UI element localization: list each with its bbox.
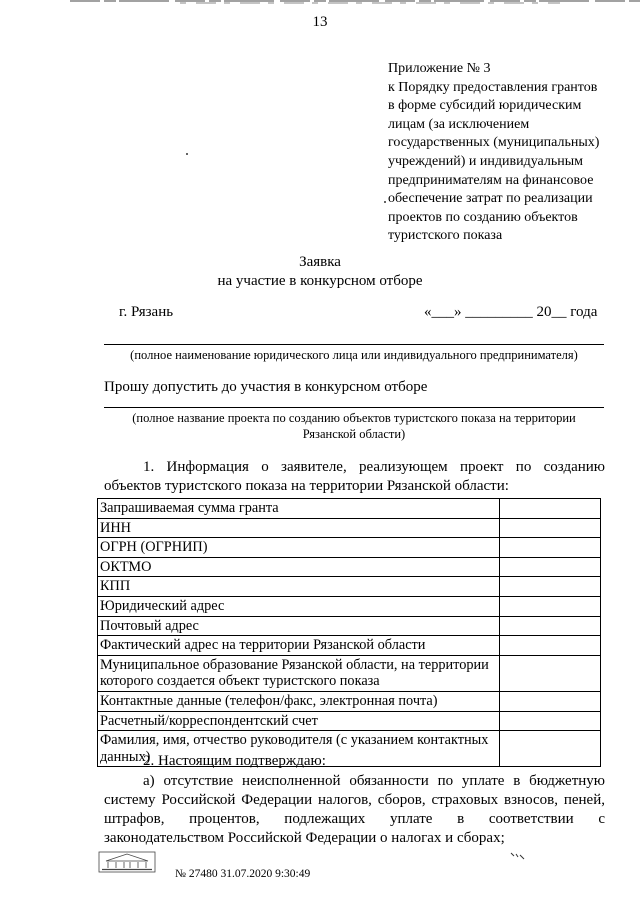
row-value-cell[interactable] <box>500 636 601 656</box>
row-value-cell[interactable] <box>500 596 601 616</box>
appendix-title: Приложение № 3 <box>388 61 491 76</box>
row-label: Почтовый адрес <box>98 616 500 636</box>
project-caption <box>104 410 604 442</box>
row-label: Юридический адрес <box>98 596 500 616</box>
scan-speck <box>186 153 188 155</box>
applicant-info-table-body <box>98 499 601 767</box>
city-label: г. Рязань <box>119 304 174 320</box>
row-label: Муниципальное образование Рязанской области, на территории которого создается объект туристского показа <box>98 655 500 691</box>
appendix-line: государственных (муниципальных) <box>388 135 600 151</box>
table-row <box>98 518 601 538</box>
appendix-block <box>388 60 628 246</box>
row-value-cell[interactable] <box>500 616 601 636</box>
page-number: 13 <box>312 14 328 30</box>
section1-line1: 1. Информация о заявителе, реализующем проект по созданию <box>143 459 605 475</box>
row-label: ОКТМО <box>98 557 500 577</box>
row-label: Контактные данные (телефон/факс, электронная почта) <box>98 691 500 711</box>
scan-mark <box>510 851 526 861</box>
section2-item-a-line: штрафов, процентов, подлежащих уплате в соответствии с <box>104 811 605 827</box>
scan-edge-artifact <box>0 0 640 6</box>
table-row <box>98 596 601 616</box>
table-row <box>98 691 601 711</box>
applicant-caption: (полное наименование юридического лица или индивидуального предпринимателя) <box>130 348 578 362</box>
row-label: Фактический адрес на территории Рязанской области <box>98 636 500 656</box>
project-caption-line: Рязанской области) <box>302 427 406 441</box>
project-name-line <box>104 407 604 408</box>
appendix-line: в форме субсидий юридическим <box>388 98 582 114</box>
applicant-name-line <box>104 344 604 345</box>
application-title: Заявка <box>299 254 341 270</box>
row-value-cell[interactable] <box>500 518 601 538</box>
table-row <box>98 577 601 597</box>
registration-footer: № 27480 31.07.2020 9:30:49 <box>175 868 311 880</box>
row-value-cell[interactable] <box>500 731 601 767</box>
table-row <box>98 636 601 656</box>
table-row <box>98 557 601 577</box>
table-row <box>98 538 601 558</box>
table-row <box>98 711 601 731</box>
table-row <box>98 655 601 691</box>
row-value-cell[interactable] <box>500 557 601 577</box>
applicant-info-table <box>97 498 601 767</box>
appendix-line: лицам (за исключением <box>388 116 530 132</box>
scan-speck <box>384 201 386 203</box>
row-value-cell[interactable] <box>500 691 601 711</box>
row-value-cell[interactable] <box>500 577 601 597</box>
table-row <box>98 616 601 636</box>
date-field: «___» _________ 20__ года <box>424 304 598 320</box>
row-value-cell[interactable] <box>500 499 601 519</box>
appendix-line: предпринимателям на финансовое <box>388 172 594 188</box>
row-label: Расчетный/корреспондентский счет <box>98 711 500 731</box>
appendix-line: проектов по созданию объектов <box>388 209 578 225</box>
section1-line2: объектов туристского показа на территории Рязанской области: <box>104 478 509 494</box>
section2-item-a-line: систему Российской Федерации налогов, сборов, страховых взносов, пеней, <box>104 792 605 808</box>
row-label: Запрашиваемая сумма гранта <box>98 499 500 519</box>
row-value-cell[interactable] <box>500 655 601 691</box>
row-value-cell[interactable] <box>500 711 601 731</box>
row-value-cell[interactable] <box>500 538 601 558</box>
appendix-line: обеспечение затрат по реализации <box>388 191 593 207</box>
section2-title: 2. Настоящим подтверждаю: <box>143 753 326 769</box>
table-row <box>98 499 601 519</box>
row-label: КПП <box>98 577 500 597</box>
application-subtitle: на участие в конкурсном отборе <box>217 273 423 289</box>
appendix-line: к Порядку предоставления грантов <box>388 79 598 95</box>
section2-item-a-last-line: законодательством Российской Федерации о налогах и сборах; <box>104 830 505 846</box>
row-label: ОГРН (ОГРНИП) <box>98 538 500 558</box>
appendix-line: учреждений) и индивидуальным <box>388 153 584 169</box>
project-caption-line: (полное название проекта по созданию объектов туристского показа на территории <box>132 411 576 425</box>
appendix-line: туристского показа <box>388 228 503 244</box>
row-label: Фамилия, имя, отчество руководителя (с указанием контактных данных) <box>98 731 500 767</box>
row-label: ИНН <box>98 518 500 538</box>
registry-stamp-logo <box>98 851 156 873</box>
section2-item-a-line: а) отсутствие неисполненной обязанности по уплате в бюджетную <box>143 773 605 789</box>
request-text: Прошу допустить до участия в конкурсном отборе <box>104 379 428 395</box>
